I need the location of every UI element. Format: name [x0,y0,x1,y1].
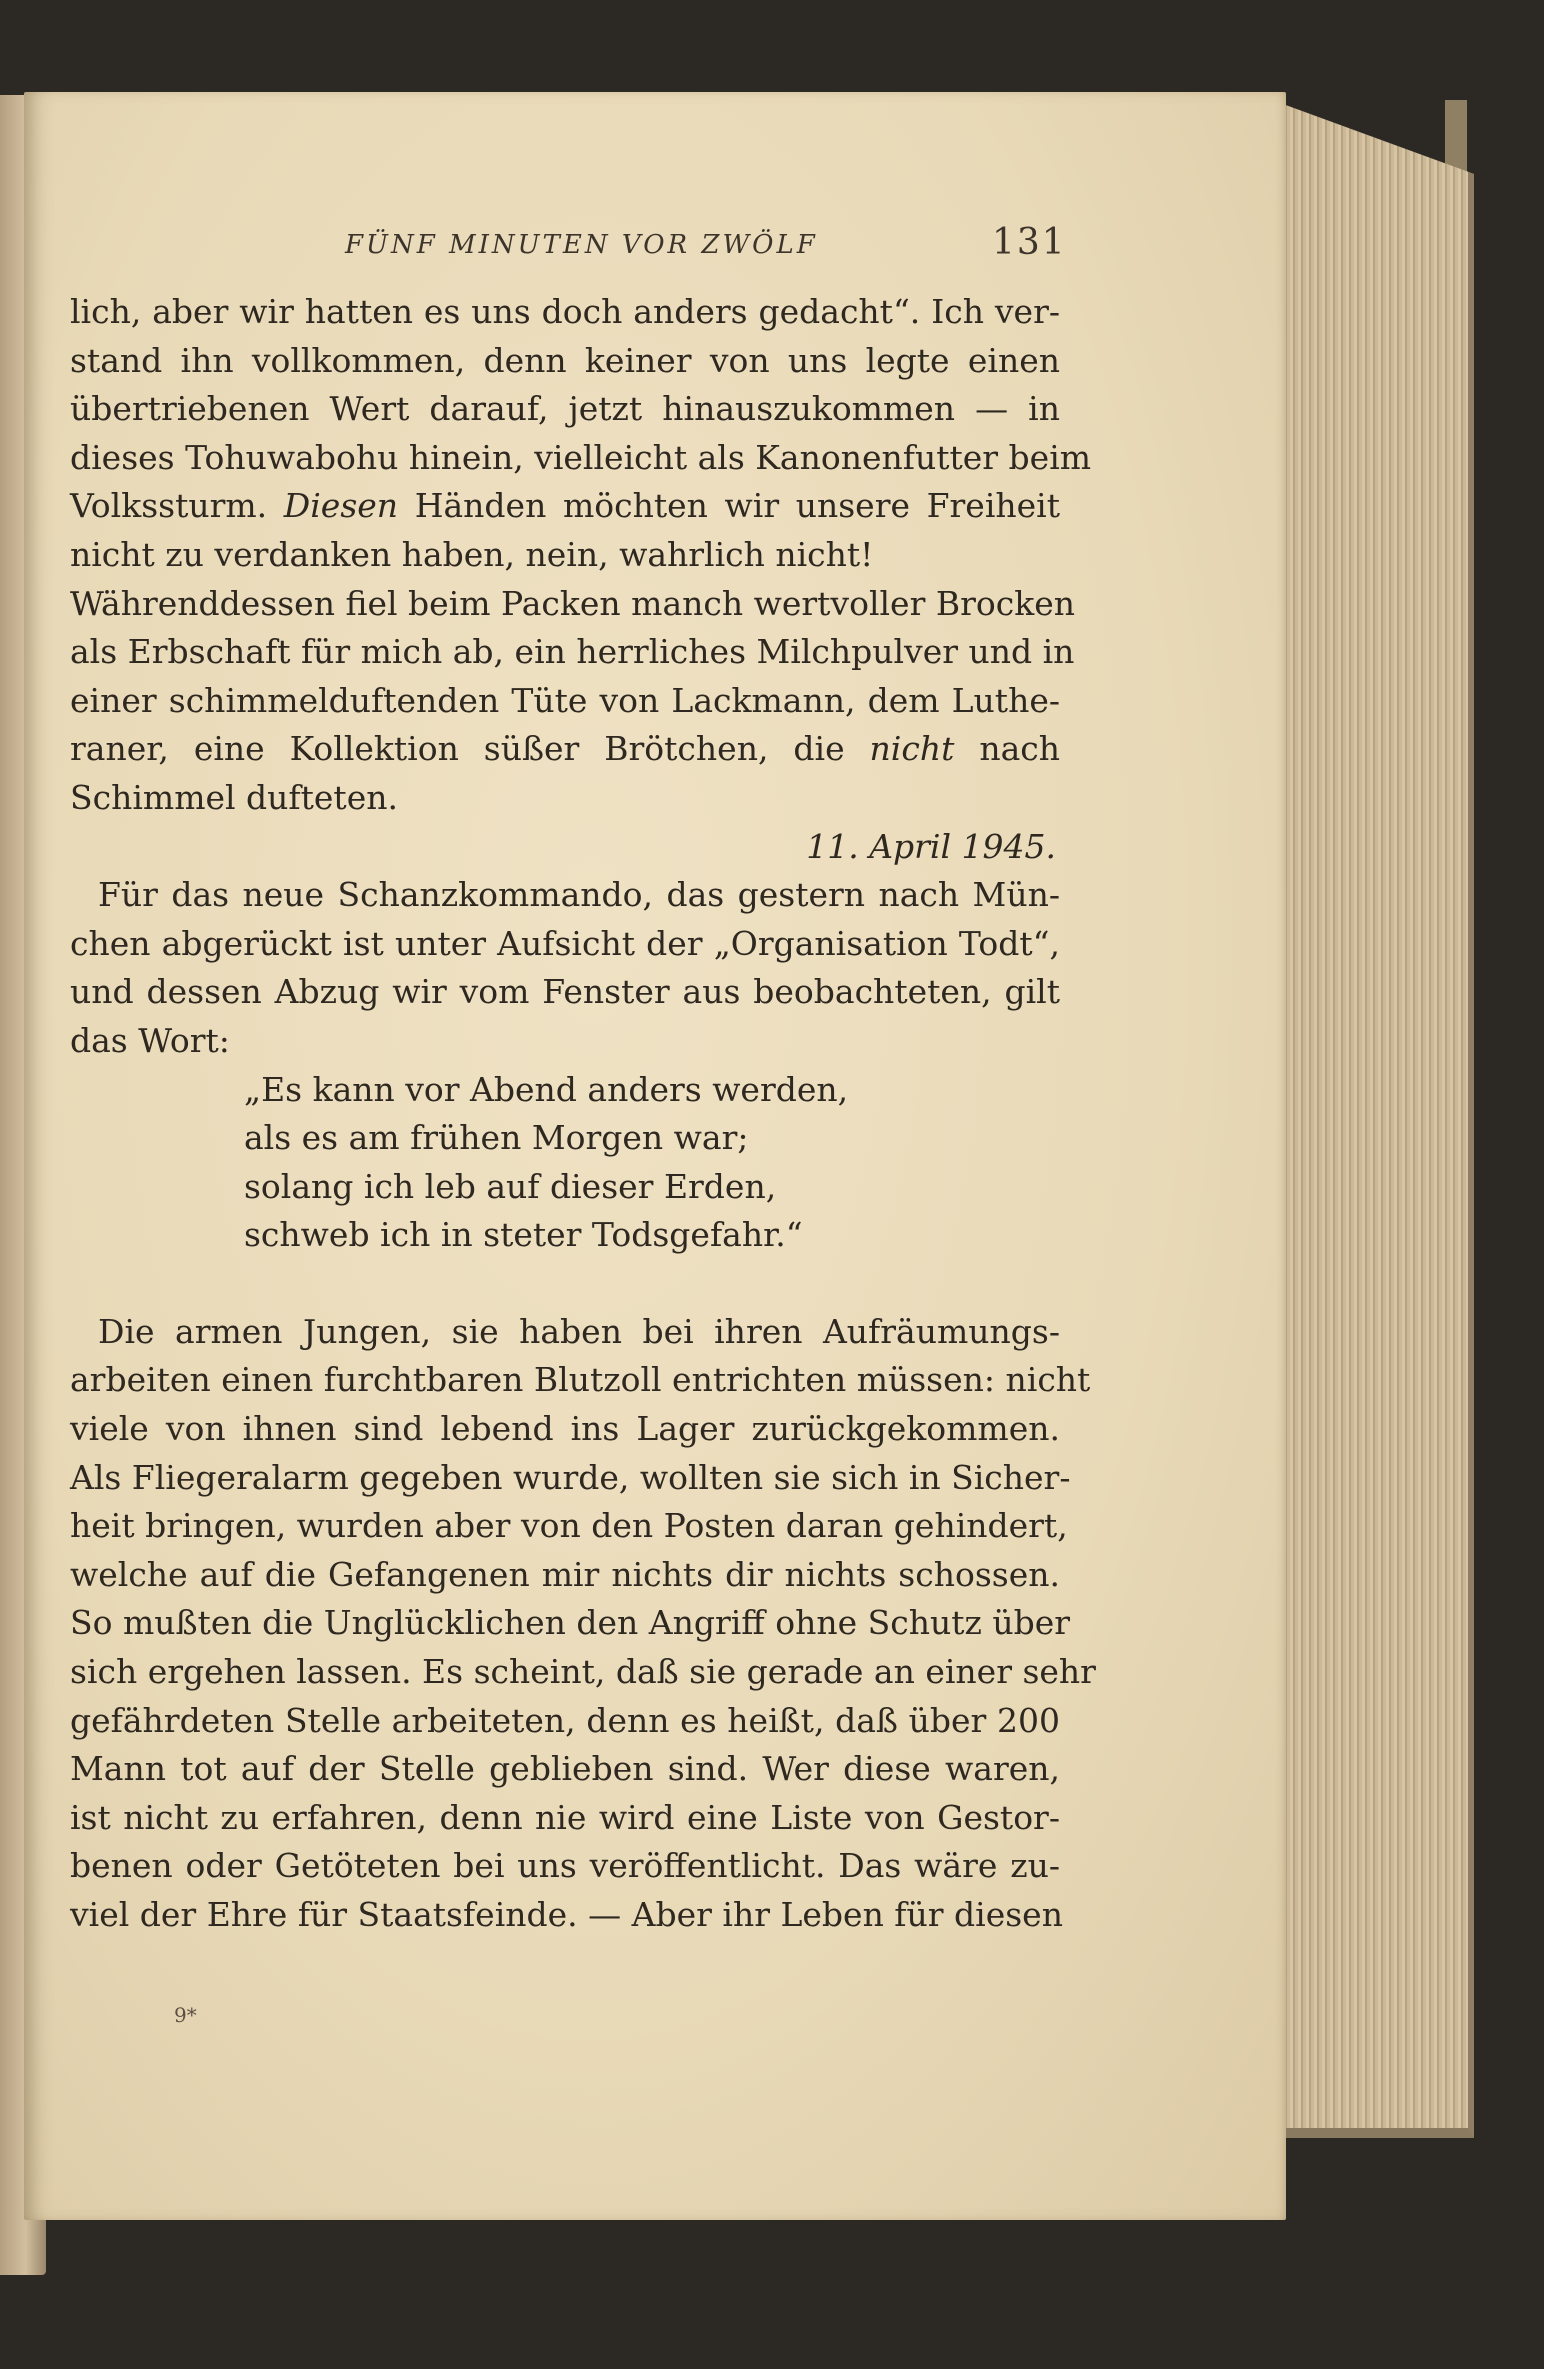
running-title: FÜNF MINUTEN VOR ZWÖLF [345,230,818,260]
text-line: ist nicht zu erfahren, denn nie wird eine Liste von Gestor- [70,1797,1060,1837]
text-line: das Wort: [70,1020,230,1060]
text-line: Die armen Jungen, sie haben bei ihren Aufräumungs- [98,1311,1060,1351]
text-line: benen oder Getöteten bei uns veröffentlicht. Das wäre zu- [70,1846,1060,1886]
text-line: So mußten die Unglücklichen den Angriff ohne Schutz über [70,1603,1071,1643]
text-fragment: Händen möchten wir unsere Freiheit [414,486,1060,526]
text-line: übertriebenen Wert darauf, jetzt hinauszukommen — in [70,389,1060,429]
text-fragment: Volkssturm. [70,486,284,526]
text-line: arbeiten einen furchtbaren Blutzoll entrichten müssen: nicht [70,1360,1091,1400]
verse-line: „Es kann vor Abend anders werden, [244,1069,849,1109]
text-fragment: nach [979,729,1060,769]
text-line: als Erbschaft für mich ab, ein herrliches Milchpulver und in [70,632,1075,672]
stanza-gap [70,1260,1060,1308]
verse-line: als es am frühen Morgen war; [244,1118,749,1158]
text-line [70,725,1060,774]
text-line: Als Fliegeralarm gegeben wurde, wollten sie sich in Sicher- [70,1457,1071,1497]
verse-line: schweb ich in steter Todsgefahr.“ [244,1215,803,1255]
text-line: heit bringen, wurden aber von den Posten daran gehindert, [70,1506,1068,1546]
text-line: sich ergehen lassen. Es scheint, daß sie gerade an einer sehr [70,1652,1096,1692]
text-line: Für das neue Schanzkommando, das gestern nach Mün- [98,875,1060,915]
text-line: welche auf die Gefangenen mir nichts dir nichts schossen. [70,1554,1060,1594]
text-line: Währenddessen fiel beim Packen manch wertvoller Brocken [70,583,1076,623]
page-number: 131 [992,222,1067,263]
verse-line: solang ich leb auf dieser Erden, [244,1166,777,1206]
signature-mark: 9* [174,2003,197,2027]
emphasis-diesen: Diesen [283,486,399,526]
text-line: dieses Tohuwabohu hinein, vielleicht als Kanonenfutter beim [70,437,1092,477]
text-line [70,482,1060,531]
text-line: lich, aber wir hatten es uns doch anders gedacht“. Ich ver- [70,292,1060,331]
emphasis-nicht: nicht [869,729,955,769]
diary-date: 11. April 1945. [806,826,1056,866]
text-line: viele von ihnen sind lebend ins Lager zurückgekommen. [70,1409,1060,1449]
text-line: viel der Ehre für Staatsfeinde. — Aber ihr Leben für diesen [70,1895,1063,1934]
text-line: chen abgerückt ist unter Aufsicht der „Organisation Todt“, [70,923,1060,963]
text-line: stand ihn vollkommen, denn keiner von uns legte einen [70,340,1060,380]
text-line: Schimmel dufteten. [70,777,398,817]
text-line: Mann tot auf der Stelle geblieben sind. Wer diese waren, [70,1749,1060,1789]
body-text [70,288,1096,1940]
text-line: und dessen Abzug wir vom Fenster aus beobachteten, gilt [70,972,1060,1012]
text-line: einer schimmelduftenden Tüte von Lackmann, dem Luthe- [70,680,1060,720]
text-line: gefährdeten Stelle arbeiteten, denn es heißt, daß über 200 [70,1700,1060,1740]
text-line: nicht zu verdanken haben, nein, wahrlich nicht! [70,534,874,574]
text-fragment: raner, eine Kollektion süßer Brötchen, die [70,729,870,769]
